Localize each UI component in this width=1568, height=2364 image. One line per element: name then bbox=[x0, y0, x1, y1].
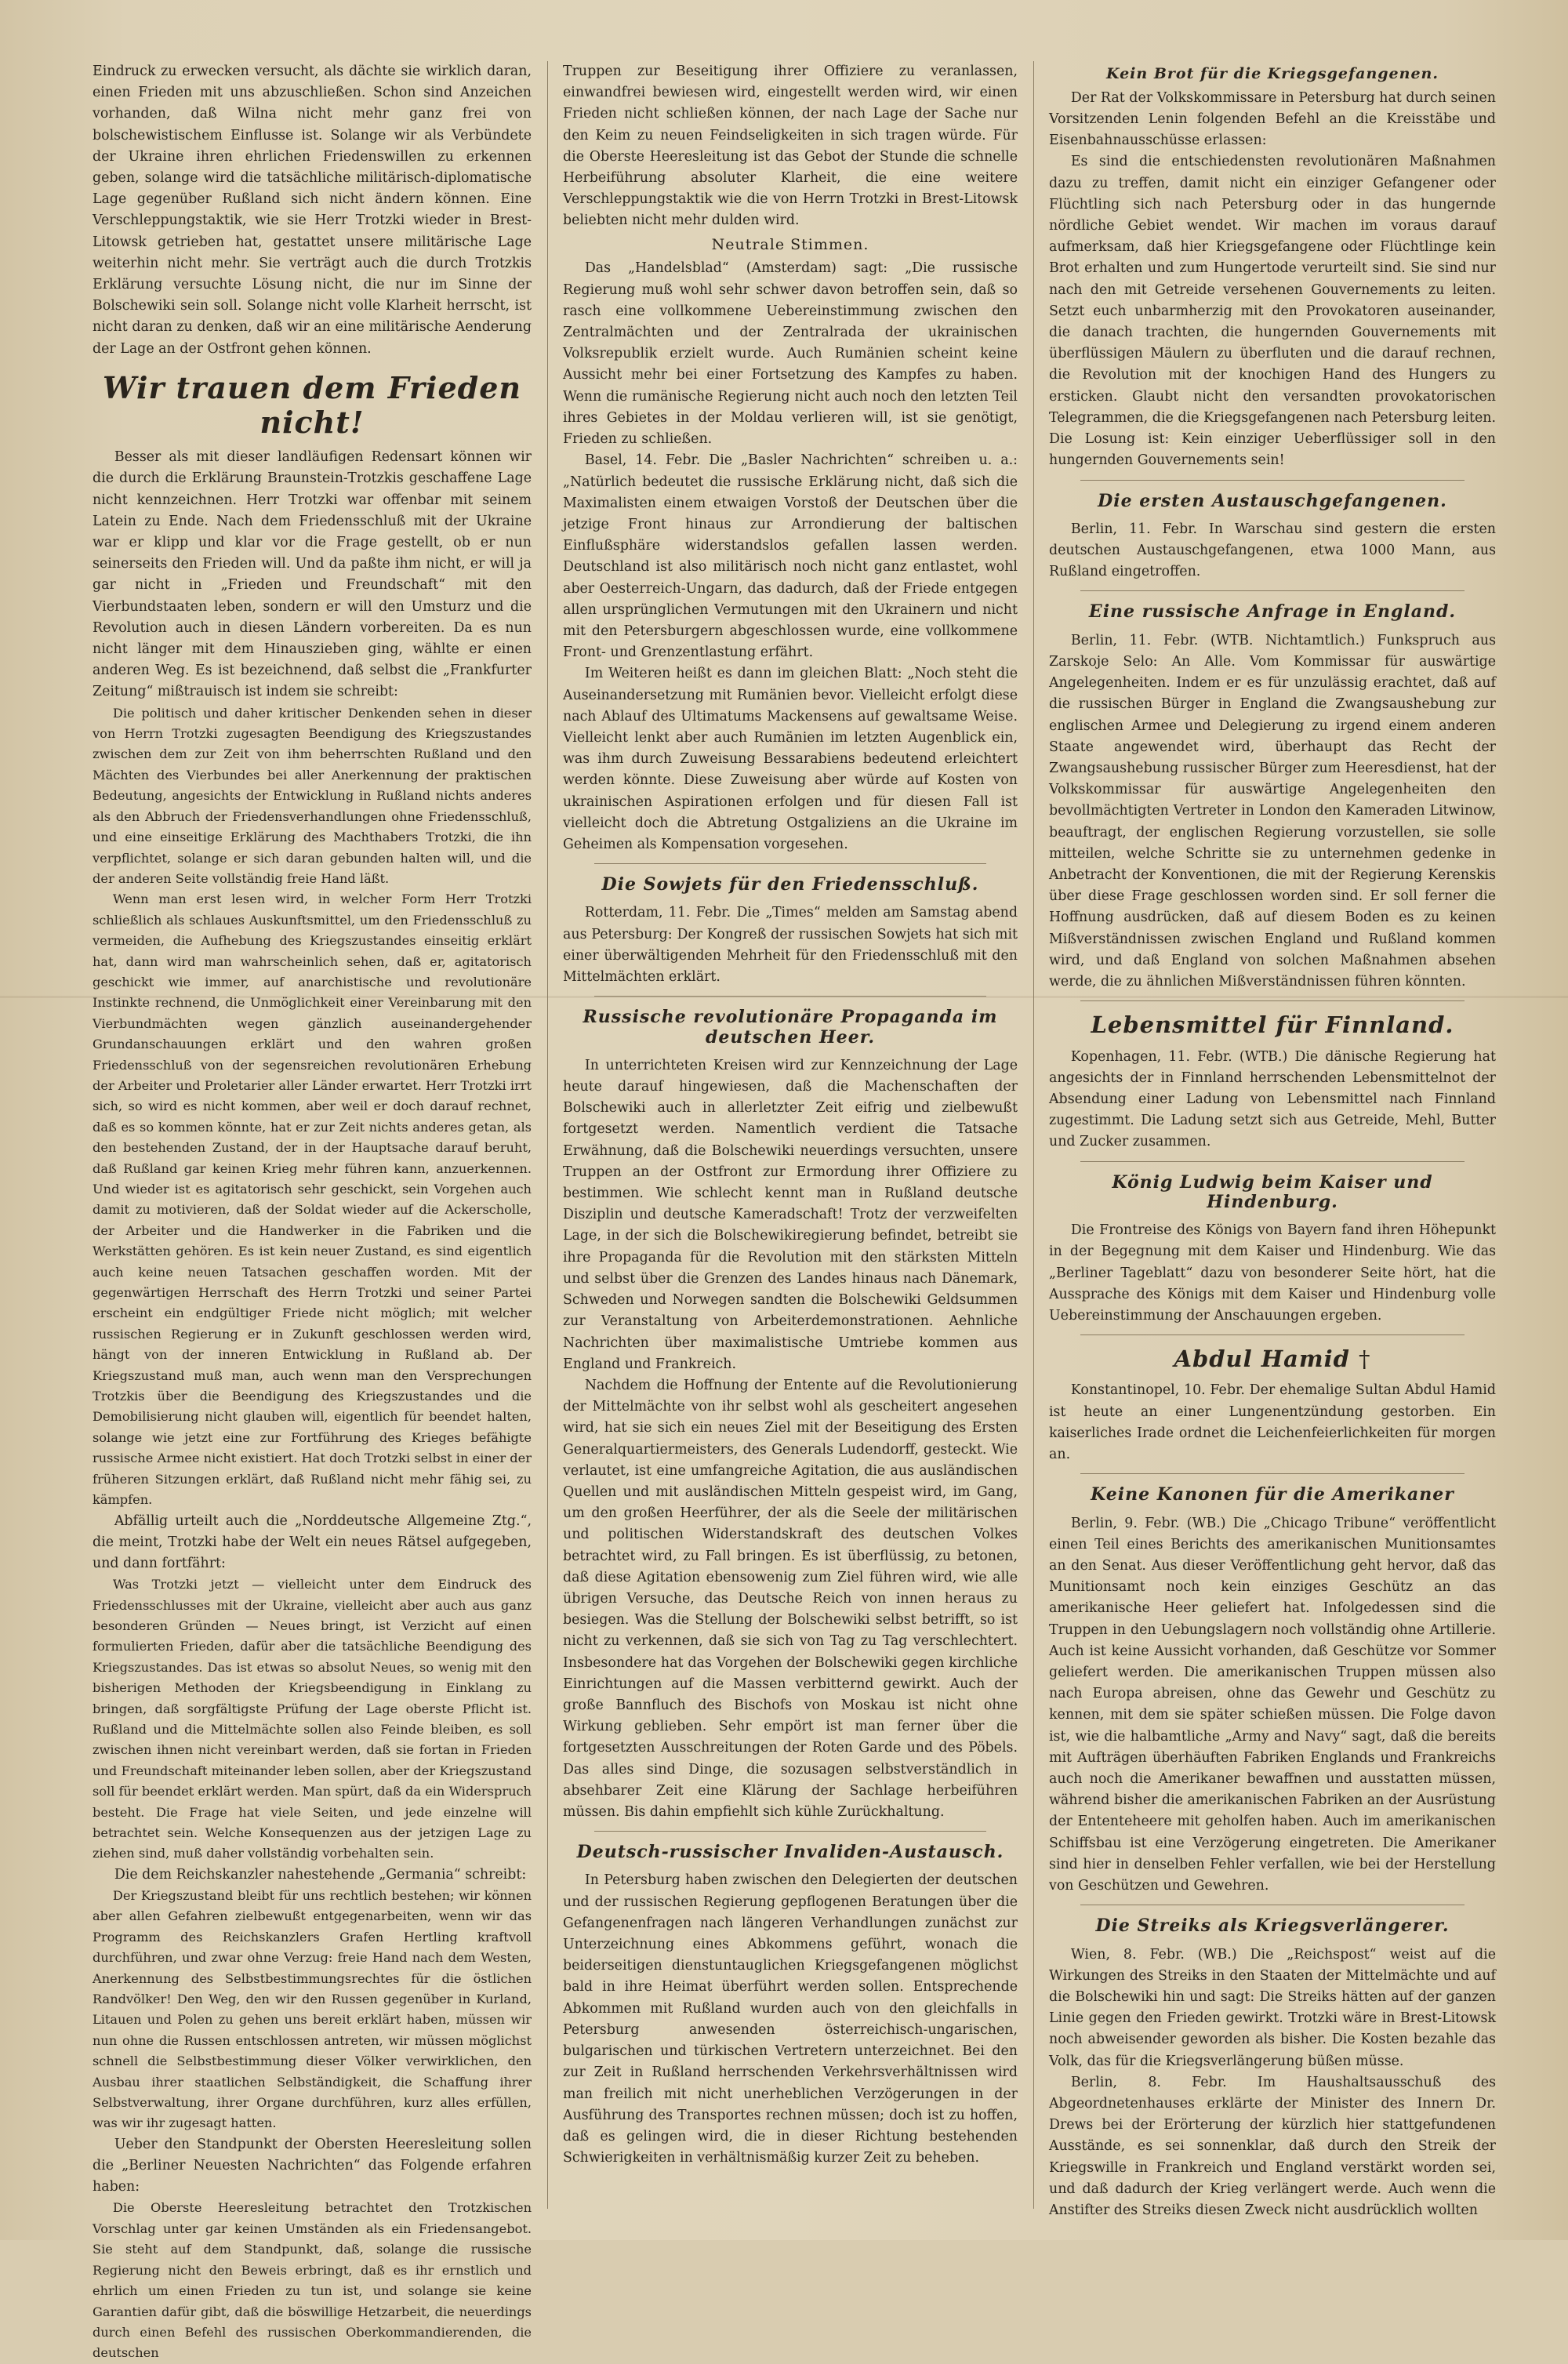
quote-paragraph: Der Kriegszustand bleibt für uns rechtlich bestehen; wir können aber allen Gefahren zielbewußt entgegenarbeiten, wenn wir das Programm des Reichskanzlers Grafen Hertling kraftvoll durchführen, und zwar ohne Verzug: freie Hand nach dem Westen, Anerkennung des Selbstbestimmungsrechtes für die östlichen Randvölker! Den Weg, den wir den Russen gegenüber in Kurland, Litauen und Polen zu gehen uns bereit erklärt haben, müssen wir nun ohne die Russen entschlossen antreten, wir müssen möglichst schnell die Selbstbestimmung dieser Völker verwirklichen, den Ausbau ihrer staatlichen Selbständigkeit, die Schaffung ihrer Selbstverwaltung, ihrer Organe durchführen, kurz alles erfüllen, was wir ihr zugesagt hatten. bbox=[93, 1888, 532, 2131]
column-2 bbox=[563, 61, 1018, 2209]
article-paragraph: Kopenhagen, 11. Febr. (WTB.) Die dänische Regierung hat angesichts der in Finnland herrschenden Lebensmittelnot der Absendung einer Ladung von Lebensmittel nach Finnland zugestimmt. Die Ladung setzt sich aus Getreide, Mehl, Butter und Zucker zusammen. bbox=[1049, 1048, 1496, 1150]
headline-sowjets: Die Sowjets für den Friedensschluß. bbox=[601, 874, 979, 895]
article-paragraph: Die dem Reichskanzler nahestehende „Germania“ schreibt: bbox=[114, 1866, 527, 1883]
divider bbox=[594, 863, 986, 864]
article-paragraph: Basel, 14. Febr. Die „Basler Nachrichten“ schreiben u. a.: „Natürlich bedeutet die russische Erklärung nicht, daß sich die Maximalisten einem etwaigen Vorstoß der Deutschen über die jetzige Front hinaus zur Arrondierung der baltischen Einflußsphäre widerstandslos gefallen lassen werden. Deutschland ist also militärisch noch nicht ganz entlastet, wohl aber Oesterreich-Ungarn, das dadurch, daß der Friede entgegen allen ursprünglichen Vermutungen mit den Ukrainern und nicht mit den Petersburgern abgeschlossen wurde, eine vollkommene Front- und Grenzentlastung erfährt. bbox=[563, 452, 1018, 661]
column-rule bbox=[1033, 61, 1034, 2209]
column-3 bbox=[1049, 61, 1496, 2218]
article-paragraph: Besser als mit dieser landläufigen Redensart können wir die durch die Erklärung Braunstein-Trotzkis geschaffene Lage nicht kennzeichnen. Herr Trotzki war offenbar mit seinem Latein zu Ende. Nach dem Friedensschluß mit der Ukraine war er klipp und klar vor die Frage gestellt, ob er nun seinerseits den Frieden will. Und da paßte ihm nicht, er will ja gar nicht in „Frieden und Freundschaft“ mit den Vierbundstaaten leben, sondern er will den Umsturz und die Revolution auch in diesen Ländern vorbereiten. Da es nun nicht länger mit dem Hinauszieben ging, wählte er einen anderen Weg. Es ist bezeichnend, daß selbst die „Frankfurter Zeitung“ mißtrauisch ist indem sie schreibt: bbox=[93, 449, 532, 700]
column-1 bbox=[93, 61, 532, 2361]
headline-austauschgefangenen: Die ersten Austauschgefangenen. bbox=[1098, 490, 1447, 511]
headline-wir-trauen: Wir trauen dem Frieden nicht! bbox=[102, 369, 522, 440]
divider bbox=[594, 1831, 986, 1832]
subheading-neutrale-stimmen: Neutrale Stimmen. bbox=[711, 235, 869, 253]
headline-invaliden-austausch: Deutsch-russischer Invaliden-Austausch. bbox=[576, 1842, 1004, 1863]
quote-paragraph: Was Trotzki jetzt — vielleicht unter dem Eindruck des Friedensschlusses mit der Ukraine, vielleicht aber auch aus ganz besonderen Gründen — Neues bringt, ist Verzicht auf einen formulierten Frieden, dafür aber die tatsächliche Beendigung des Kriegszustandes. Das ist etwas so absolut Neues, so wenig mit den bisherigen Methoden der Kriegsbeendigung in Einklang zu bringen, daß sorgfältigste Prüfung der Lage oberste Pflicht ist. Rußland und die Mittelmächte sollen also Feinde bleiben, es soll zwischen ihnen nicht vereinbart werden, daß sie fortan in Frieden und Freundschaft miteinander leben sollen, aber der Kriegszustand soll für beendet erklärt werden. Man spürt, daß da ein Widerspruch besteht. Die Frage hat viele Seiten, und jede einzelne will betrachtet sein. Welche Konsequenzen aus der jetzigen Lage zu ziehen sind, muß daher vollständig vorbehalten sein. bbox=[93, 1577, 532, 1861]
divider bbox=[594, 996, 986, 997]
divider bbox=[1080, 1000, 1465, 1001]
headline-koenig-ludwig: König Ludwig beim Kaiser und Hindenburg. bbox=[1112, 1171, 1433, 1212]
article-paragraph: Es sind die entschiedensten revolutionären Maßnahmen dazu zu treffen, damit nicht ein einziger Gefangener oder Flüchtling sich nach Petersburg oder in das hungernde nördliche Gebiet wendet. Wir machen im voraus darauf aufmerksam, daß hier Kriegsgefangene oder Flüchtlinge kein Brot erhalten und zum Hungertode verurteilt sind. Sie sind nur nach den mit Getreide versehenen Gouvernements zu leiten. Setzt euch unbarmherzig mit den Provokatoren auseinander, die danach trachten, die hungernden Gouvernements mit überflüssigen Mäulern zu überfluten und die darauf rechnen, die Revolution mit der knochigen Hand des Hungers zu ersticken. Glaubt nicht den versandten provokatorischen Telegrammen, die die Kriegsgefangenen nach Petersburg leiten. Die Losung ist: Kein einziger Ueberflüssiger soll in den hungernden Gouvernements sein! bbox=[1049, 154, 1496, 469]
article-paragraph: Berlin, 11. Febr. In Warschau sind gestern die ersten deutschen Austauschgefangenen, etwa 1000 Mann, aus Rußland eingetroffen. bbox=[1049, 521, 1496, 580]
headline-keine-kanonen: Keine Kanonen für die Amerikaner bbox=[1091, 1484, 1454, 1505]
divider bbox=[1080, 1473, 1465, 1474]
article-paragraph: In Petersburg haben zwischen den Delegierten der deutschen und der russischen Regierung gepflogenen Beratungen über die Gefangenenfragen nach längeren Verhandlungen zunächst zur Unterzeichnung eines Abkommens geführt, wonach die beiderseitigen dienstuntauglichen Kriegsgefangenen möglichst bald in ihre Heimat überführt werden sollen. Entsprechende Abkommen mit Rußland wurden auch von den gleichfalls in Petersburg anwesenden österreichisch-ungarischen, bulgarischen und türkischen Vertretern unterzeichnet. Bei den zur Zeit in Rußland herrschenden Verkehrsverhältnissen wird man freilich mit nicht unerheblichen Verzögerungen in der Ausführung des Transportes rechnen müssen; doch ist zu hoffen, daß es gelingen wird, die in dieser Richtung bestehenden Schwierigkeiten in verhältnismäßig kurzer Zeit zu beheben. bbox=[563, 1872, 1018, 2166]
headline-propaganda: Russische revolutionäre Propaganda im deutschen Heer. bbox=[583, 1007, 998, 1048]
quote-paragraph: Wenn man erst lesen wird, in welcher Form Herr Trotzki schließlich als schlaues Auskunftsmittel, um den Friedensschluß zu vermeiden, die Aufhebung des Kriegszustandes einseitig erklärt hat, dann wird man wahrscheinlich sehen, daß er, agitatorisch geschickt wie immer, auf anarchistische und revolutionäre Instinkte rechnend, die Unmöglichkeit einer Vereinbarung mit den Vierbundmächten wegen gänzlich auseinandergehender Grundanschauungen erklärt und den wahren großen Friedensschluß von der segensreichen revolutionären Erhebung der Arbeiter und Proletarier aller Länder erwartet. Herr Trotzki irrt sich, so wird es nicht kommen, aber weil er doch darauf rechnet, daß es so kommen könnte, hat er zur Zeit nichts anderes getan, als den bestehenden Zustand, der in der Hauptsache darauf beruht, daß Rußland gar keinen Krieg mehr führen kann, anzuerkennen. Und wieder ist es agitatorisch sehr geschickt, sein Vorgehen auch damit zu motivieren, daß der Soldat wieder auf die Ackerscholle, der Arbeiter und die Handwerker in die Fabriken und die Werkstätten gehören. Es ist kein neuer Zustand, es sind eigentlich auch keine neuen Tatsachen geschaffen worden. Mit der gegenwärtigen Herrschaft des Herrn Trotzki und seiner Partei erscheint ein endgültiger Friede nicht möglich; mit welcher russischen Regierung er in Zukunft geschlossen werden wird, hängt von der inneren Entwicklung in Rußland ab. Der Kriegszustand muß man, auch wenn man den Versprechungen Trotzkis über die Beendigung des Kriegszustandes und die Demobilisierung nicht glauben will, eigentlich für beendet halten, solange wie jetzt eine zur Fortführung des Krieges befähigte russische Armee nicht existiert. Hat doch Trotzki selbst in einer der früheren Sitzungen erklärt, daß Rußland nicht mehr fähig sei, zu kämpfen. bbox=[93, 891, 532, 1508]
article-paragraph: Das „Handelsblad“ (Amsterdam) sagt: „Die russische Regierung muß wohl sehr schwer davon betroffen sein, daß so rasch eine vollkommene Uebereinstimmung zwischen den Zentralmächten und der Zentralrada der ukrainischen Volksrepublik erzielt wurde. Auch Rumänien scheint keine Aussicht mehr bei einer Fortsetzung des Kampfes zu haben. Wenn die rumänische Regierung nicht auch noch den letzten Teil ihres Gebietes in der Moldau verlieren will, ist sie genötigt, Frieden zu schließen. bbox=[563, 260, 1018, 448]
quote-paragraph: Die politisch und daher kritischer Denkenden sehen in dieser von Herrn Trotzki zugesagten Beendigung des Kriegszustandes zwischen dem zur Zeit von ihm beherrschten Rußland und den Mächten des Vierbundes bei aller Anerkennung der praktischen Bedeutung, angesichts der Entwicklung in Rußland nichts anderes als den Abbruch der Friedensverhandlungen ohne Friedensschluß, und eine einseitige Erklärung des Machthabers Trotzki, die ihn verpflichtet, solange er sich daran gebunden halten will, und die der anderen Seite vollständig freie Hand läßt. bbox=[93, 705, 532, 886]
headline-streiks: Die Streiks als Kriegsverlängerer. bbox=[1095, 1916, 1450, 1937]
article-paragraph: Der Rat der Volkskommissare in Petersburg hat durch seinen Vorsitzenden Lenin folgenden Befehl an die Kreisstäbe und Eisenbahnausschüsse erlassen: bbox=[1049, 89, 1496, 149]
article-paragraph: Berlin, 11. Febr. (WTB. Nichtamtlich.) Funkspruch aus Zarskoje Selo: An Alle. Vom Kommissar für auswärtige Angelegenheiten. Indem er es für unzulässig erachtet, daß auf die russischen Bürger in England die Zwangsaushebung zur englischen Armee und Delegierung zu irgend einem anderen Staate angewendet wird, überhaupt das Recht der Zwangsaushebung russischer Bürger zum Heeresdienst, hat der Volkskommissar für auswärtige Angelegenheiten den bevollmächtigten Vertreter in London den Kameraden Litwinow, beauftragt, der englischen Regierung vorzustellen, sie solle mitteilen, welche Schritte sie zu unternehmen gedenke in Anbetracht der Konventionen, die mit der Regierung Kerenskis über diese Frage geschlossen worden sind. Er soll ferner die Hoffnung ausdrücken, daß auf diesem Boden es zu keinen Mißverständnissen zwischen England und Rußland kommen wird, und daß England von solchen Maßnahmen absehen werde, die zu ähnlichen Mißverständnissen führen könnten. bbox=[1049, 632, 1496, 990]
headline-kein-brot: Kein Brot für die Kriegsgefangenen. bbox=[1106, 65, 1439, 82]
death-cross-icon: † bbox=[1359, 1345, 1371, 1373]
divider bbox=[1080, 480, 1465, 481]
article-paragraph: Berlin, 9. Febr. (WB.) Die „Chicago Tribune“ veröffentlicht einen Teil eines Berichts des amerikanischen Munitionsamtes an den Senat. Aus dieser Veröffentlichung geht hervor, daß das Munitionsamt noch kein einziges Geschütz an das amerikanische Heer geliefert hat. Infolgedessen sind die Truppen in den Uebungslagern noch vollständig ohne Artillerie. Auch ist keine Aussicht vorhanden, daß Geschütze vor Sommer geliefert werden. Die amerikanischen Truppen müssen also nach Europa abreisen, ohne das Gewehr und Geschütz zu kennen, mit dem sie später schießen müssen. Die Folge davon ist, wie die halbamtliche „Army and Navy“ sagt, daß die bereits mit Aufträgen überhäuften Fabriken Englands und Frankreichs auch noch die Amerikaner bewaffnen und ausstatten müssen, während bisher die amerikanischen Fabriken an der Ausrüstung der Ententeheere mit geholfen haben. Auch im amerikanischen Schiffsbau ist eine Verzögerung eingetreten. Die Amerikaner sind hier in denselben Fehler verfallen, wie bei der Herstellung von Geschützen und Gewehren. bbox=[1049, 1515, 1496, 1894]
article-paragraph: Berlin, 8. Febr. Im Haushaltsausschuß des Abgeordnetenhauses erklärte der Minister des Innern Dr. Drews bei der Erörterung der kürzlich hier stattgefundenen Ausstände, es sei sonnenklar, daß durch den Streik der Kriegswille in Frankreich und England verstärkt worden sei, und daß dadurch der Krieg verlängert werde. Auch wenn die Anstifter des Streiks diesen Zweck nicht ausdrücklich wollten bbox=[1049, 2074, 1496, 2218]
article-paragraph: Abfällig urteilt auch die „Norddeutsche Allgemeine Ztg.“, die meint, Trotzki habe der Welt ein neues Rätsel aufgegeben, und dann fortfährt: bbox=[93, 1512, 532, 1571]
quote-paragraph: Die Oberste Heeresleitung betrachtet den Trotzkischen Vorschlag unter gar keinen Umständen als ein Friedensangebot. Sie steht auf dem Standpunkt, daß, solange die russische Regierung nicht den Beweis erbringt, daß es ihr ernstlich und ehrlich um einen Frieden zu tun ist, und solange sie keine Garantien dafür gibt, daß die böswillige Hetzarbeit, die neuerdings durch einen Befehl des russischen Oberkommandierenden, die deutschen bbox=[93, 2200, 532, 2361]
article-paragraph: Die Frontreise des Königs von Bayern fand ihren Höhepunkt in der Begegnung mit dem Kaiser und Hindenburg. Wie das „Berliner Tageblatt“ dazu von besonderer Seite hört, hat die Aussprache des Königs mit dem Kaiser und Hindenburg volle Uebereinstimmung der Anschauungen ergeben. bbox=[1049, 1222, 1496, 1324]
article-paragraph: Im Weiteren heißt es dann im gleichen Blatt: „Noch steht die Auseinandersetzung mit Rumänien bevor. Vielleicht erfolgt diese nach Ablauf des Ultimatums Mackensens auf gewaltsame Weise. Vielleicht lenkt aber auch Rumänien im letzten Augenblick ein, was ihm durch Zuweisung Bessarabiens bedeutend erleichtert werden könnte. Diese Zuweisung aber würde auf Kosten von ukrainischen Aspirationen erfolgen und für diesen Fall ist vielleicht doch die Abtretung Ostgaliziens an die Ukraine im Geheimen als Kompensation vorgesehen. bbox=[563, 666, 1018, 852]
headline-russische-anfrage: Eine russische Anfrage in England. bbox=[1088, 601, 1457, 623]
headline-text: Abdul Hamid bbox=[1174, 1345, 1350, 1373]
article-paragraph: Truppen zur Beseitigung ihrer Offiziere zu veranlassen, einwandfrei bewiesen wird, eingestellt werden wird, wir einen Frieden nicht schließen können, der nach Lage der Sache nur den Keim zu neuen Feindseligkeiten in sich tragen würde. Für die Oberste Heeresleitung ist das Gebot der Stunde die schnelle Herbeiführung absoluter Klarheit, die eine weitere Verschleppungstaktik wie die von Herrn Trotzki in Brest-Litowsk beliebten nicht mehr dulden wird. bbox=[563, 64, 1018, 229]
divider bbox=[1080, 1161, 1465, 1162]
column-rule bbox=[547, 61, 548, 2209]
article-paragraph: Eindruck zu erwecken versucht, als dächte sie wirklich daran, einen Frieden mit uns abzuschließen. Schon sind Anzeichen vorhanden, daß Wilna nicht mehr ganz frei von bolschewistischem Einflusse ist. Solange wir als Verbündete der Ukraine ihren ehrlichen Friedenswillen zu erkennen geben, solange wird die tatsächliche militärisch-diplomatische Lage gegenüber Rußland sich nicht ändern können. Eine Verschleppungstaktik, wie sie Herr Trotzki wieder in Brest-Litowsk getrieben hat, gestattet unsere militärische Lage weiterhin nicht mehr. Sie verträgt auch die durch Trotzkis Erklärung versuchte Lösung nicht, die nur im Sinne der Bolschewiki sein soll. Solange nicht volle Klarheit herrscht, ist nicht daran zu denken, daß wir an eine militärische Aenderung der Lage an der Ostfront gehen können. bbox=[93, 64, 532, 357]
article-paragraph: In unterrichteten Kreisen wird zur Kennzeichnung der Lage heute darauf hingewiesen, daß die Machenschaften der Bolschewiki auch in allerletzter Zeit eifrig und zielbewußt fortgesetzt werden. Namentlich verdient die Tatsache Erwähnung, daß die Bolschewiki neuerdings versuchten, unsere Truppen an der Ostfront zur Ermordung ihrer Offiziere zu bestimmen. Wie schlecht kennt man in Rußland deutsche Disziplin und deutsche Kameradschaft! Trotz der verzweifelten Lage, in der sich die Bolschewikiregierung befindet, betreibt sie ihre Propaganda für die Revolution mit den stärksten Mitteln und selbst über die Grenzen des Landes hinaus nach Dänemark, Schweden und Norwegen sandten die Bolschewiki Geldsummen zur Veranstaltung von Arbeiterdemonstrationen. Aehnliche Nachrichten über maximalistische Umtriebe kommen aus England und Frankreich. bbox=[563, 1057, 1018, 1372]
article-paragraph: Wien, 8. Febr. (WB.) Die „Reichspost“ weist auf die Wirkungen des Streiks in den Staaten der Mittelmächte und auf die Bolschewiki hin und sagt: Die Streiks hätten auf der ganzen Linie gegen den Frieden gewirkt. Trotzki wäre in Brest-Litowsk noch abweisender geworden als bisher. Die Kosten bezahle das Volk, das für die Kriegsverlängerung büßen müsse. bbox=[1049, 1946, 1496, 2069]
article-paragraph: Konstantinopel, 10. Febr. Der ehemalige Sultan Abdul Hamid ist heute an einer Lungenentzündung gestorben. Ein kaiserliches Irade ordnet die Leichenfeierlichkeiten für morgen an. bbox=[1049, 1382, 1496, 1463]
headline-abdul-hamid bbox=[1049, 1346, 1496, 1372]
article-paragraph: Rotterdam, 11. Febr. Die „Times“ melden am Samstag abend aus Petersburg: Der Kongreß der russischen Sowjets hat sich mit einer überwältigenden Mehrheit für den Friedensschluß mit den Mittelmächten erklärt. bbox=[563, 905, 1018, 986]
article-paragraph: Ueber den Standpunkt der Obersten Heeresleitung sollen die „Berliner Neuesten Nachrichten“ das Folgende erfahren haben: bbox=[93, 2136, 532, 2195]
divider bbox=[1080, 590, 1465, 591]
headline-finnland: Lebensmittel für Finnland. bbox=[1091, 1011, 1454, 1039]
article-paragraph: Nachdem die Hoffnung der Entente auf die Revolutionierung der Mittelmächte von ihr selbst wohl als gescheitert angesehen wird, hat sie sich ein neues Ziel mit der Beseitigung des Ersten Generalquartiermeisters, des Generals Ludendorff, gesteckt. Wie verlautet, ist eine umfangreiche Agitation, die aus ausländischen Quellen und mit ausländischen Mitteln gespeist wird, im Gang, um den großen Heerführer, der als die Seele der militärischen und politischen Widerstandskraft des deutschen Volkes betrachtet wird, zu Fall bringen. Es ist überflüssig, zu betonen, daß diese Agitation ebensowenig zum Ziel führen wird, wie alle übrigen Versuche, das Deutsche Reich von innen heraus zu besiegen. Was die Stellung der Bolschewiki selbst betrifft, so ist nicht zu verkennen, daß sie sich von Tag zu Tag verschlechtert. Insbesondere hat das Vorgehen der Bolschewiki gegen kirchliche Einrichtungen auf die Massen verbitternd gewirkt. Auch der große Bannfluch des Bischofs von Moskau ist nicht ohne Wirkung geblieben. Sehr empört ist man ferner über die fortgesetzten Ausschreitungen der Roten Garde und des Pöbels. Das alles sind Dinge, die sozusagen selbstverständlich in absehbarer Zeit eine Klärung der Sachlage herbeiführen müssen. Bis dahin empfiehlt sich kühle Zurückhaltung. bbox=[563, 1377, 1018, 1820]
